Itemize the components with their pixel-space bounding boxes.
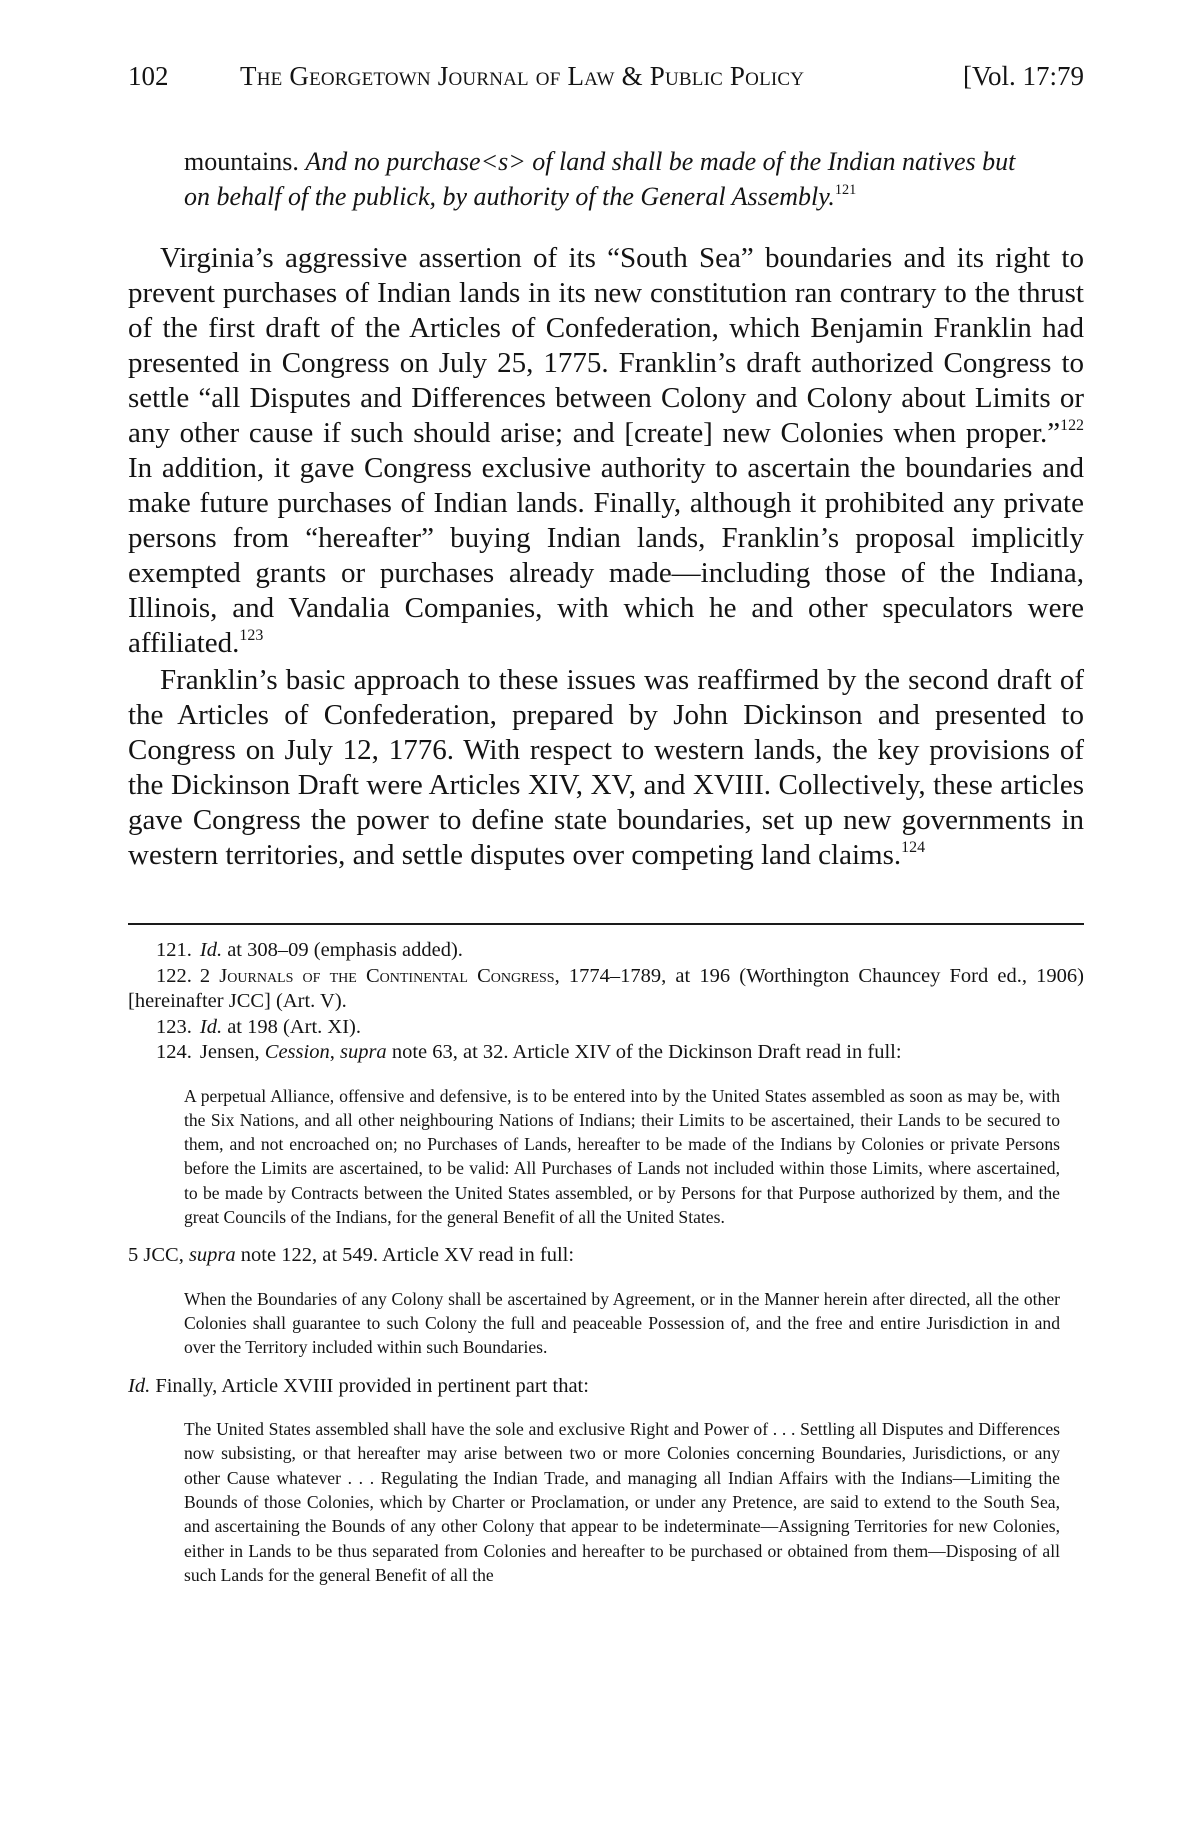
footnote-121: 121. Id. at 308–09 (emphasis added). xyxy=(156,939,463,961)
footnote-ref-122: 122 xyxy=(1060,417,1084,435)
quoted-article-xv: When the Boundaries of any Colony shall be ascertained by Agreement, or in the Manner herein after directed, all the other Colonies shall guarantee to such Colony the full and peaceable Possession of, and the free and entire Jurisdiction in and over the Territory included within such Boundaries. xyxy=(184,1288,1060,1358)
footnote-ref-121: 121 xyxy=(834,182,857,199)
running-header xyxy=(128,56,1084,96)
citation-article-xv: 5 JCC, supra note 122, at 549. Article XV read in full: xyxy=(128,1244,575,1267)
footnote-separator xyxy=(128,923,1084,925)
quote-lead: mountains. xyxy=(184,147,306,176)
footnote-ref-123: 123 xyxy=(239,627,264,645)
quoted-article-xiv: A perpetual Alliance, offensive and defensive, is to be entered into by the United States assembled as soon as may be, with the Six Nations, and all other neighbouring Nations of Indians; their Limits to be ascertained, their Lands to be secured to them, and not encroached on; no Purchases of Lands, hereafter to be made of the Indians by Colonies or private Persons before the Limits are ascertained, to be valid: All Purchases of Lands not included within those Limits, where ascertained, to be made by Contracts between the United States assembled, or by Persons for that Purpose authorized by them, and the great Councils of the Indians, for the general Benefit of all the United States. xyxy=(184,1085,1060,1227)
journal-title: The Georgetown Journal of Law & Public Policy xyxy=(240,61,805,91)
footnote-122: 122. 2 Journals of the Continental Congress, 1774–1789, at 196 (Worthington Chauncey Ford ed., 1906) [hereinafter JCC] (Art. V). xyxy=(128,964,1084,1012)
body-text xyxy=(128,241,1084,873)
quote-italic: And no purchase<s> of land shall be made of the Indian natives but on behalf of the publick, by authority of the General Assembly. xyxy=(184,147,1016,211)
footnote-123: 123. Id. at 198 (Art. XI). xyxy=(156,1015,361,1038)
volume-citation: [Vol. 17:79 xyxy=(962,61,1084,91)
block-quote-constitution xyxy=(184,144,1044,214)
footnote-124: 124. Jensen, Cession, supra note 63, at 32. Article XIV of the Dickinson Draft read in full: xyxy=(156,1041,902,1063)
footnote-ref-124: 124 xyxy=(901,839,926,857)
footnotes xyxy=(128,938,1084,1601)
paragraph: Franklin’s basic approach to these issues was reaffirmed by the second draft of the Articles of Confederation, prepared by John Dickinson and presented to Congress on July 12, 1776. With respect to western lands, the key provisions of the Dickinson Draft were Articles XIV, XV, and XVIII. Collectively, these articles gave Congress the power to define state boundaries, set up new governments in western territories, and settle disputes over competing land claims.$^{124}$ xyxy=(128,664,1084,871)
citation-article-xviii: Id. Finally, Article XVIII provided in pertinent part that: xyxy=(128,1374,589,1397)
quoted-article-xviii: The United States assembled shall have the sole and exclusive Right and Power of . . . Settling all Disputes and Differences now subsisting, or that hereafter may arise between two or more Colonies concerning Boundaries, Jurisdictions, or any other Cause whatever . . . Regulating the Indian Trade, and managing all Indian Affairs with the Indians—Limiting the Bounds of those Colonies, which by Charter or Proclamation, or under any Pretence, are said to extend to the South Sea, and ascertaining the Bounds of any other Colony that appear to be indeterminate—Assigning Territories for new Colonies, either in Lands to be thus separated from Colonies and hereafter to be purchased or obtained from them—Disposing of all such Lands for the general Benefit of all the xyxy=(184,1419,1060,1585)
page-number: 102 xyxy=(128,61,169,91)
paragraph: Virginia’s aggressive assertion of its “South Sea” boundaries and its right to prevent purchases of Indian lands in its new constitution ran contrary to the thrust of the first draft of the Articles of Confederation, which Benjamin Franklin had presented in Congress on July 25, 1775. Franklin’s draft authorized Congress to settle “all Disputes and Differences between Colony and Colony about Limits or any other cause if such should arise; and [create] new Colonies when proper.”$^{122}$ In addition, it gave Congress exclusive authority to ascertain the boundaries and make future purchases of Indian lands. Finally, although it prohibited any private persons from “hereafter” buying Indian lands, Franklin’s proposal implicitly exempted grants or purchases already made—including those of the Indiana, Illinois, and Vandalia Companies, with which he and other speculators were affiliated.$^{123}$ xyxy=(128,242,1084,659)
